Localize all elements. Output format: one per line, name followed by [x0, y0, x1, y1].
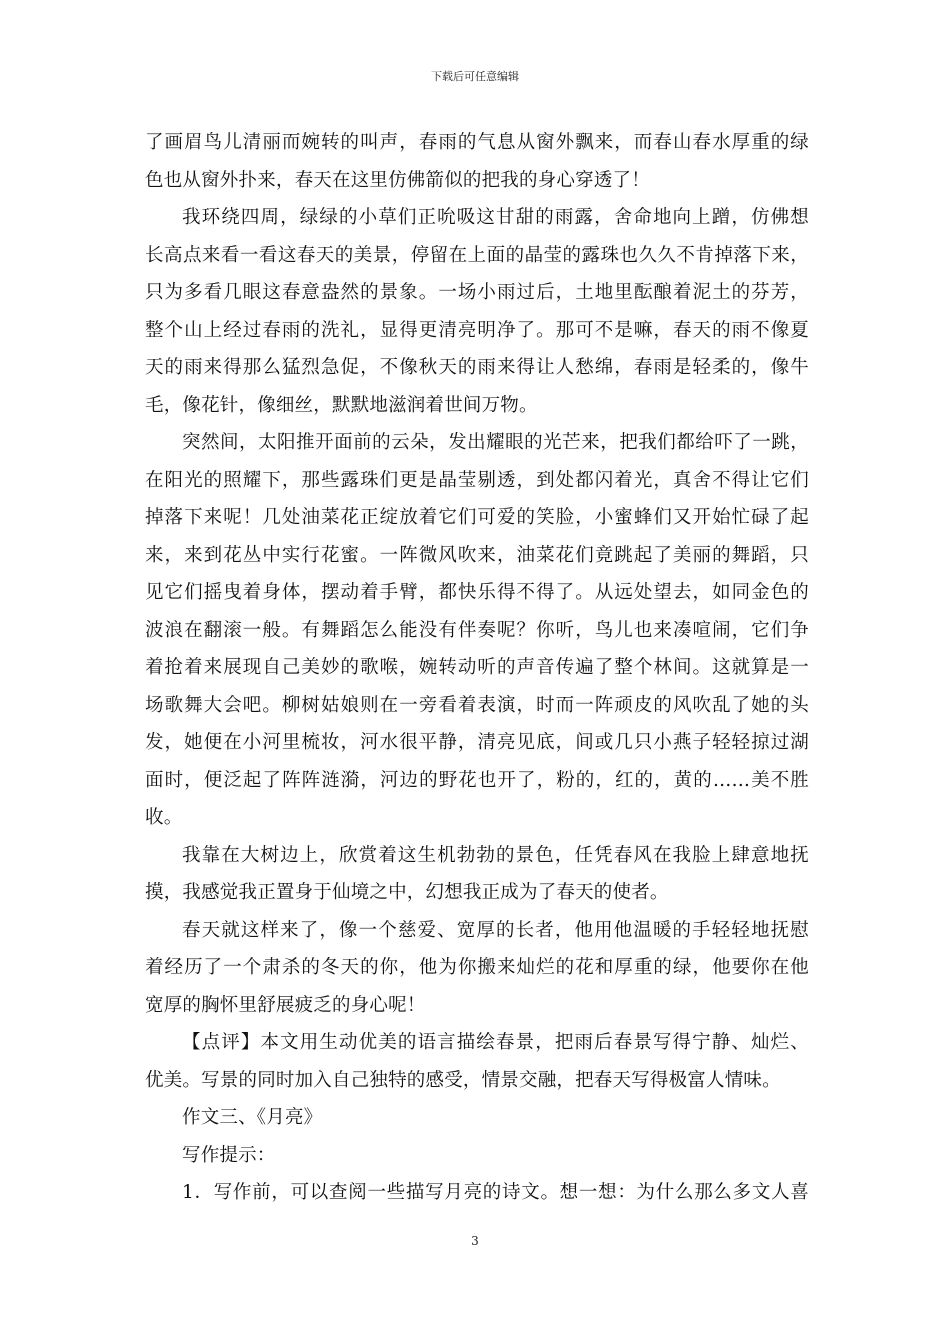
text-line: 宽厚的胸怀里舒展疲乏的身心呢！ [145, 994, 426, 1016]
text-line: 收。 [145, 807, 183, 828]
text-line: 我环绕四周，绿绿的小草们正吮吸这甘甜的雨露，舍命地向上蹭，仿佛想 [182, 207, 809, 228]
text-line: 写作提示： [182, 1144, 276, 1166]
page-header: 下载后可任意编辑 [431, 70, 519, 83]
text-line: 着抢着来展现自己美妙的歌喉，婉转动听的声音传遍了整个林间。这就算是一 [145, 657, 809, 678]
text-line: 整个山上经过春雨的洗礼，显得更清亮明净了。那可不是嘛，春天的雨不像夏 [145, 319, 809, 341]
text-line: 作文三、《月亮》 [182, 1107, 323, 1128]
text-line: 摸，我感觉我正置身于仙境之中，幻想我正成为了春天的使者。 [145, 882, 669, 903]
text-line: 我靠在大树边上，欣赏着这生机勃勃的景色，任凭春风在我脸上肆意地抚 [182, 844, 809, 866]
text-line: 发，她便在小河里梳妆，河水很平静，清亮见底，间或几只小燕子轻轻掠过湖 [145, 732, 809, 753]
text-line: 着经历了一个肃杀的冬天的你，他为你搬来灿烂的花和厚重的绿，他要你在他 [145, 957, 809, 978]
text-line: 突然间，太阳推开面前的云朵，发出耀眼的光芒来，把我们都给吓了一跳， [182, 432, 809, 453]
text-line: 色也从窗外扑来，春天在这里仿佛箭似的把我的身心穿透了！ [145, 169, 650, 191]
text-line: 见它们摇曳着身体，摆动着手臂，都快乐得不得了。从远处望去，如同金色的 [145, 582, 809, 603]
text-line: 掉落下来呢！几处油菜花正绽放着它们可爱的笑脸，小蜜蜂们又开始忙碌了起 [145, 507, 809, 528]
text-line: 场歌舞大会吧。柳树姑娘则在一旁看着表演，时而一阵顽皮的风吹乱了她的头 [145, 694, 809, 716]
text-line: 来，来到花丛中实行花蜜。一阵微风吹来，油菜花们竟跳起了美丽的舞蹈，只 [145, 544, 809, 566]
text-line: 毛，像花针，像细丝，默默地滋润着世间万物。 [145, 394, 538, 416]
page-number: 3 [471, 1234, 479, 1248]
text-line: 在阳光的照耀下，那些露珠们更是晶莹剔透，到处都闪着光，真舍不得让它们 [145, 469, 809, 491]
text-line: 波浪在翻滚一般。有舞蹈怎么能没有伴奏呢？你听，鸟儿也来凑喧闹，它们争 [145, 619, 809, 641]
text-line: 了画眉鸟儿清丽而婉转的叫声，春雨的气息从窗外飘来，而春山春水厚重的绿 [145, 132, 809, 153]
document-body [145, 124, 809, 1212]
text-line: 长高点来看一看这春天的美景，停留在上面的晶莹的露珠也久久不肯掉落下来， [145, 244, 809, 266]
text-line: 春天就这样来了，像一个慈爱、宽厚的长者，他用他温暖的手轻轻地抚慰 [182, 919, 809, 941]
text-line: 面时，便泛起了阵阵涟漪，河边的野花也开了，粉的，红的，黄的……美不胜 [145, 769, 809, 791]
text-line: 只为多看几眼这春意盎然的景象。一场小雨过后，土地里酝酿着泥土的芬芳， [145, 282, 809, 303]
text-line: 天的雨来得那么猛烈急促，不像秋天的雨来得让人愁绵，春雨是轻柔的，像牛 [145, 357, 809, 378]
text-line: 1．写作前，可以查阅一些描写月亮的诗文。想一想：为什么那么多文人喜 [182, 1182, 809, 1203]
text-line: 优美。写景的同时加入自己独特的感受，情景交融，把春天写得极富人情味。 [145, 1069, 781, 1091]
text-line: 【点评】本文用生动优美的语言描绘春景，把雨后春景写得宁静、灿烂、 [182, 1032, 809, 1053]
